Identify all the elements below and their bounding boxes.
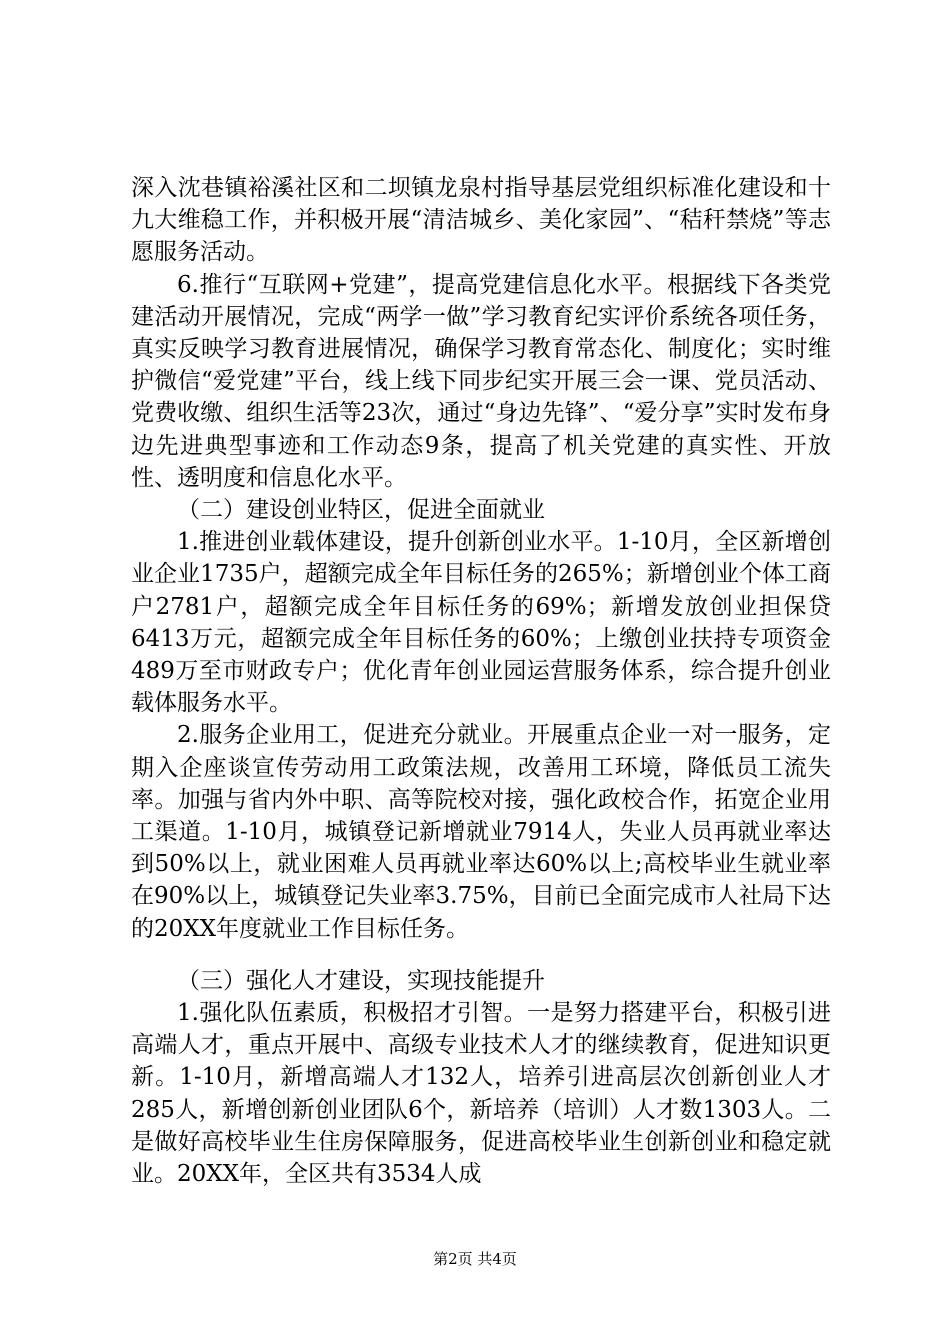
section-spacer	[131, 945, 831, 965]
document-body	[131, 172, 831, 1190]
section-heading-talent: （三）强化人才建设，实现技能提升	[177, 967, 545, 994]
section-heading-entrepreneurship: （二）建设创业特区，促进全面就业	[177, 497, 545, 524]
paragraph-continuation: 深入沈巷镇裕溪社区和二坝镇龙泉村指导基层党组织标准化建设和十九大维稳工作，并积极开展“清洁城乡、美化家园”、“秸秆禁烧”等志愿服务活动。	[131, 175, 831, 266]
page-footer: 第2页 共4页	[433, 1250, 517, 1268]
paragraph-employment-service: 2.服务企业用工，促进充分就业。开展重点企业一对一服务，定期入企座谈宣传劳动用工政策法规，改善用工环境，降低员工流失率。加强与省内外中职、高等院校对接，强化政校合作，拓宽企业用工渠道。1-10月，城镇登记新增就业7914人，失业人员再就业率达到50%以上，就业困难人员再就业率达60%以上;高校毕业生就业率在90%以上，城镇登记失业率3.75%，目前已全面完成市人社局下达的20XX年度就业工作目标任务。	[131, 722, 831, 942]
paragraph-startup-carriers: 1.推进创业载体建设，提升创新创业水平。1-10月，全区新增创业企业1735户，超额完成全年目标任务的265%；新增创业个体工商户2781户，超额完成全年目标任务的69%；新增发放创业担保贷6413万元，超额完成全年目标任务的60%；上缴创业扶持专项资金489万至市财政专户；优化青年创业园运营服务体系，综合提升创业载体服务水平。	[131, 529, 831, 717]
paragraph-talent-recruitment: 1.强化队伍素质，积极招才引智。一是努力搭建平台，积极引进高端人才，重点开展中、高级专业技术人才的继续教育，促进知识更新。1-10月，新增高端人才132人，培养引进高层次创新创业人才285人，新增创新创业团队6个，新培养（培训）人才数1303人。二是做好高校毕业生住房保障服务，促进高校毕业生创新创业和稳定就业。20XX年，全区共有3534人成	[131, 1000, 831, 1188]
paragraph-internet-party-building: 6.推行“互联网+党建”，提高党建信息化水平。根据线下各类党建活动开展情况，完成“两学一做”学习教育纪实评价系统各项任务，真实反映学习教育进展情况，确保学习教育常态化、制度化；实时维护微信“爱党建”平台，线上线下同步纪实开展三会一课、党员活动、党费收缴、组织生活等23次，通过“身边先锋”、“爱分享”实时发布身边先进典型事迹和工作动态9条，提高了机关党建的真实性、开放性、透明度和信息化水平。	[131, 271, 831, 491]
